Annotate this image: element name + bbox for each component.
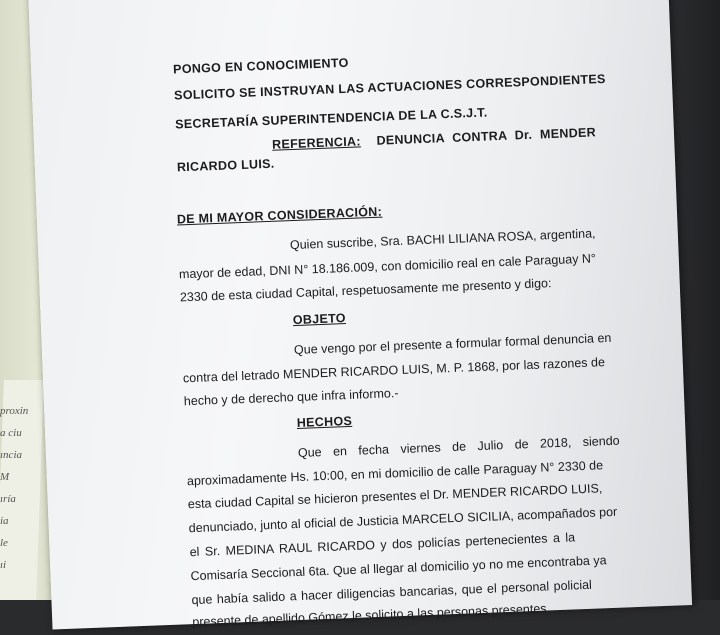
underlying-text-line: ıncia: [0, 449, 22, 461]
hechos-line-6: Comisaría Seccional 6ta. Que al llegar al domicilio yo no me encontraba ya: [190, 553, 607, 584]
underlying-text-line: a ciu: [0, 427, 22, 439]
objeto-line-1: Que vengo por el presente a formular formal denuncia en: [293, 330, 612, 358]
hechos-line-1: Que en fecha viernes de Julio de 2018, siendo: [297, 433, 620, 460]
salutation: DE MI MAYOR CONSIDERACIÓN:: [176, 204, 383, 227]
hechos-line-5: el Sr. MEDINA RAUL RICARDO y dos policías pertenecientes a la: [189, 530, 576, 560]
underlying-text-line: ıi: [0, 559, 7, 571]
hechos-line-4: denunciado, junto al oficial de Justicia MARCELO SICILIA, acompañados por: [188, 504, 618, 536]
header-line-2: SOLICITO SE INSTRUYAN LAS ACTUACIONES CORRESPONDIENTES: [173, 71, 606, 103]
header-line-3: SECRETARÍA SUPERINTENDENCIA DE LA C.S.J.T.: [175, 105, 488, 132]
underlying-text-line: ıría: [0, 493, 16, 505]
hechos-line-2: aproximadamente Hs. 10:00, en mi domicilio de calle Paraguay N° 2330 de: [186, 458, 604, 489]
document-page: [28, 0, 692, 630]
referencia-line: [272, 125, 596, 151]
objeto-line-2: contra del letrado MENDER RICARDO LUIS, M. P. 1868, por las razones de: [182, 355, 606, 386]
hechos-line-8: presente de apellido Gómez le solicito a las personas presentes: [192, 601, 547, 630]
underlying-text-line: proxin: [0, 405, 29, 417]
hechos-line-7: que había salido a hacer diligencias bancarias, que el personal policial: [191, 577, 593, 608]
intro-line-3: 2330 de esta ciudad Capital, respetuosamente me presento y digo:: [179, 276, 552, 305]
underlying-text-line: le: [0, 537, 8, 549]
header-line-1: PONGO EN CONOCIMIENTO: [172, 55, 349, 77]
objeto-line-3: hecho y de derecho que infra informo.-: [183, 386, 399, 409]
underlying-text-line: M: [0, 471, 10, 483]
referencia-text-continued: RICARDO LUIS.: [176, 156, 275, 175]
intro-line-2: mayor de edad, DNI N° 18.186.009, con domicilio real en cale Paraguay N°: [178, 251, 597, 282]
underlying-page-text: [0, 400, 40, 576]
intro-line-1: Quien suscribe, Sra. BACHI LILIANA ROSA, argentina,: [289, 226, 596, 253]
referencia-text: DENUNCIA CONTRA Dr. MENDER: [376, 125, 597, 148]
document-content: [28, 0, 692, 630]
objeto-title: OBJETO: [292, 311, 347, 328]
underlying-text-line: ia: [0, 515, 9, 527]
hechos-title: HECHOS: [296, 413, 353, 430]
referencia-label: REFERENCIA:: [271, 134, 362, 152]
hechos-line-3: esta ciudad Capital se hicieron presentes el Dr. MENDER RICARDO LUIS,: [187, 481, 603, 512]
